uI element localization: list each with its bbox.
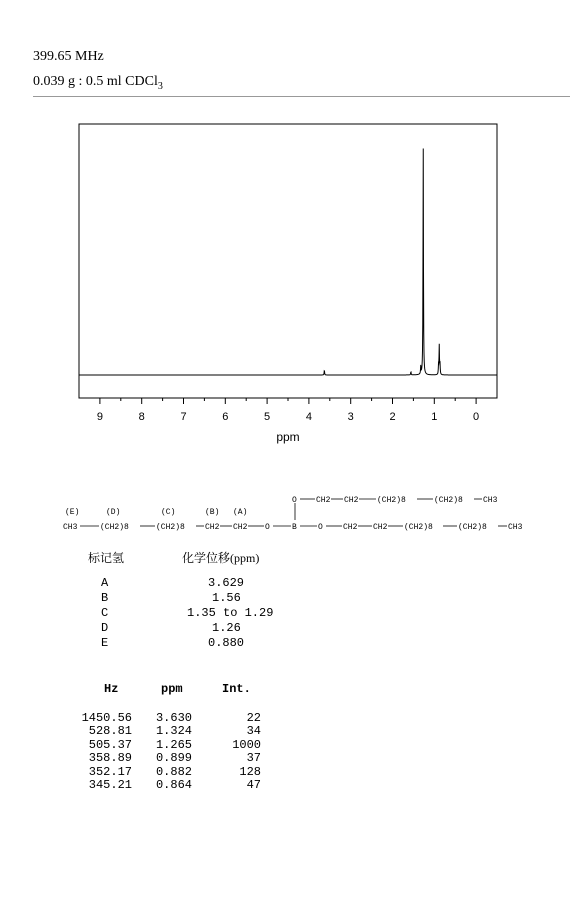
peak-cell: 352.17 <box>88 764 132 779</box>
main-CH2-3: CH2 <box>343 523 358 532</box>
peak-cell: 505.37 <box>88 737 132 752</box>
main-CH2-B: CH2 <box>205 523 220 532</box>
x-tick-label-9: 9 <box>96 411 103 423</box>
label-A: (A) <box>233 508 248 517</box>
top-CH2-2: CH2 <box>344 496 359 505</box>
x-axis-label: ppm <box>276 430 300 444</box>
x-axis-tick-labels <box>97 411 479 423</box>
peak-cell: 1450.56 <box>81 711 132 725</box>
main-CH2n-3: (CH2)8 <box>404 523 433 532</box>
peak-cell: 0.882 <box>155 764 192 779</box>
x-tick-label-4: 4 <box>305 411 312 423</box>
peaks-col-int: Int. <box>222 682 251 696</box>
peak-cell: 37 <box>246 751 261 766</box>
x-axis-ticks <box>100 398 476 404</box>
peaks-col-hz: Hz <box>104 682 119 696</box>
peak-cell: 1.265 <box>155 737 192 752</box>
assign-label-B: B <box>101 591 109 605</box>
peak-cell: 358.89 <box>88 751 132 766</box>
main-B: B <box>292 523 297 532</box>
plot-frame <box>79 124 497 398</box>
label-E: (E) <box>65 508 80 517</box>
spectrum-trace <box>79 149 497 375</box>
peak-cell: 34 <box>246 724 261 739</box>
assign-label-D: D <box>101 621 109 635</box>
peak-cell: 0.899 <box>155 751 192 766</box>
top-CH2n-2: (CH2)8 <box>434 496 463 505</box>
molecular-structure <box>0 478 570 538</box>
peak-cell: 345.21 <box>88 778 132 792</box>
peak-cell: 0.864 <box>155 778 192 792</box>
peak-cell: 528.81 <box>88 724 132 739</box>
top-CH2-1: CH2 <box>316 496 331 505</box>
nmr-spectrum-chart <box>0 0 570 450</box>
x-tick-label-3: 3 <box>347 411 354 423</box>
main-CH2n-1: (CH2)8 <box>100 523 129 532</box>
assign-label-A: A <box>101 576 109 590</box>
main-CH2n-2: (CH2)8 <box>156 523 185 532</box>
assign-shift-A: 3.629 <box>208 576 245 590</box>
peak-cell: 128 <box>239 764 261 779</box>
label-D: (D) <box>106 508 121 517</box>
assign-shift-D: 1.26 <box>212 621 241 635</box>
spectrometer-frequency: 399.65 MHz <box>33 49 104 64</box>
x-tick-label-6: 6 <box>222 411 229 423</box>
x-tick-label-1: 1 <box>431 411 438 423</box>
assign-shift-E: 0.880 <box>208 636 245 650</box>
sample-subscript: 3 <box>157 80 163 92</box>
peak-cell: 1000 <box>232 737 261 752</box>
main-O-right: O <box>318 523 323 532</box>
main-CH2n-4: (CH2)8 <box>458 523 487 532</box>
assign-shift-C: 1.35 to 1.29 <box>187 606 274 620</box>
peak-cell: 47 <box>246 778 261 792</box>
top-CH3: CH3 <box>483 496 498 505</box>
assign-label-C: C <box>101 606 109 620</box>
peak-cell: 3.630 <box>155 711 192 725</box>
x-tick-label-2: 2 <box>389 411 396 423</box>
peaks-col-ppm: ppm <box>161 682 183 696</box>
assign-col-shift: 化学位移(ppm) <box>182 551 260 565</box>
sample-amount: 0.039 g : 0.5 ml CDCl <box>33 74 158 89</box>
x-tick-label-7: 7 <box>180 411 187 423</box>
assign-col-label: 标记氢 <box>88 551 125 565</box>
x-tick-label-5: 5 <box>264 411 271 423</box>
main-CH2-4: CH2 <box>373 523 388 532</box>
main-CH2-A: CH2 <box>233 523 248 532</box>
x-tick-label-0: 0 <box>473 411 480 423</box>
main-O-left: O <box>265 523 270 532</box>
x-tick-label-8: 8 <box>138 411 145 423</box>
top-O: O <box>292 496 297 505</box>
peak-cell: 22 <box>246 711 261 725</box>
label-C: (C) <box>161 508 176 517</box>
top-CH2n-1: (CH2)8 <box>377 496 406 505</box>
assign-shift-B: 1.56 <box>212 591 241 605</box>
assign-label-E: E <box>101 636 109 650</box>
main-CH3-left: CH3 <box>63 523 78 532</box>
peak-cell: 1.324 <box>155 724 192 739</box>
label-B: (B) <box>205 508 220 517</box>
main-CH3-right: CH3 <box>508 523 523 532</box>
